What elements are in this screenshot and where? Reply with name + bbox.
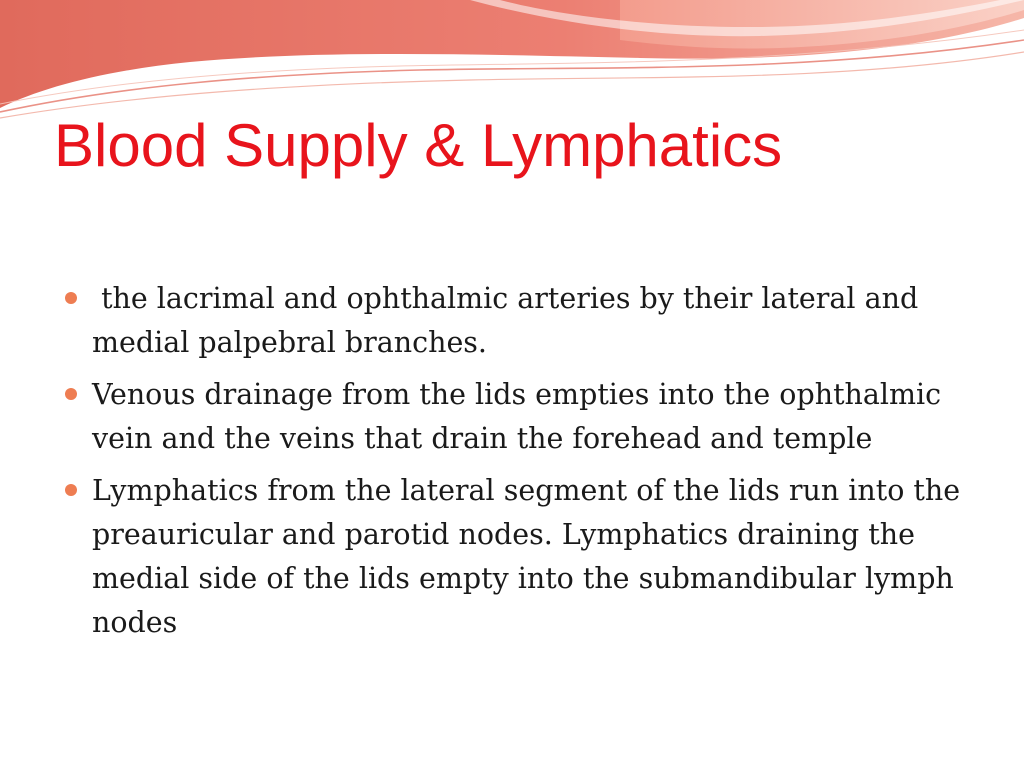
bullet-list (92, 277, 972, 653)
bullet-text: Venous drainage from the lids empties into the ophthalmic vein and the veins that drain the forehead and temple (92, 378, 942, 455)
bullet-text: the lacrimal and ophthalmic arteries by their lateral and medial palpebral branches. (92, 282, 928, 359)
top-wave-decoration (0, 0, 1024, 125)
bullet-dot-icon (65, 388, 77, 400)
slide-title: Blood Supply & Lymphatics (54, 112, 783, 179)
bullet-dot-icon (65, 484, 77, 496)
bullet-item (92, 373, 972, 461)
bullet-dot-icon (65, 292, 77, 304)
bullet-item (92, 277, 972, 365)
bullet-text: Lymphatics from the lateral segment of the lids run into the preauricular and parotid nodes. Lymphatics draining the medial side of the lids empty into the submandibular lymph nodes (92, 474, 961, 639)
bullet-item (92, 469, 972, 645)
